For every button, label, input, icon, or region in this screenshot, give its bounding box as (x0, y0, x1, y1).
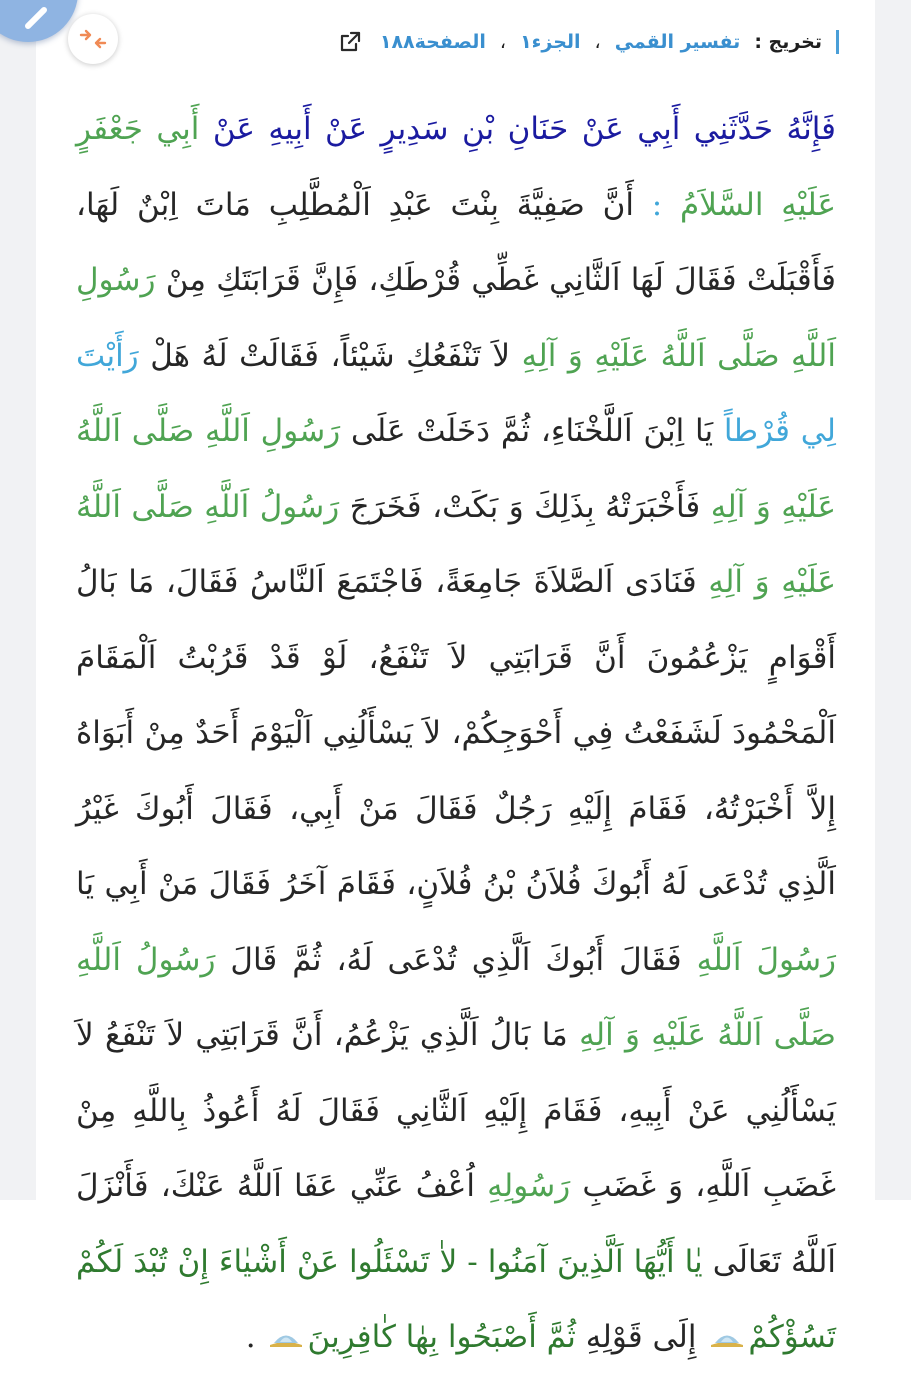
verse-ornament-icon (710, 1301, 744, 1376)
narration-text: لاَ تَنْفَعُكِ شَيْئاً، فَقَالَتْ لَهُ هَلْ (150, 337, 511, 374)
external-link-icon (338, 30, 362, 54)
source-separator: ، (499, 31, 507, 53)
prophet-mention[interactable]: رَسُولِ اَللَّهِ صَلَّى اَللَّهُ عَلَيْهِ وَ آلِهِ (76, 413, 836, 525)
narration-text: أَنَّ صَفِيَّةَ بِنْتَ عَبْدِ اَلْمُطَّلِبِ مَاتَ اِبْنٌ لَهَا، فَأَقْبَلَتْ فَقَالَ لَهَا اَلثَّانِي غَطِّي قُرْطَكِ، فَإِنَّ قَرَابَتَكِ مِنْ (76, 186, 837, 298)
right-gutter (875, 0, 911, 1200)
narration-text: مَا بَالُ اَلَّذِي يَزْعُمُ، أَنَّ قَرَابَتِي لاَ تَنْفَعُ لاَ يَسْأَلُنِي عَنْ أَبِيهِ، فَقَامَ إِلَيْهِ اَلثَّانِي فَقَالَ لَهُ أَعُوذُ بِاللَّهِ مِنْ غَضَبِ اَللَّهِ، وَ غَضَبِ (76, 1017, 836, 1204)
narration-text: فَنَادَى اَلصَّلاَةَ جَامِعَةً، فَاجْتَمَعَ اَلنَّاسُ فَقَالَ، مَا بَالُ أَقْوَامٍ يَزْعُمُونَ أَنَّ قَرَابَتِي لاَ تَنْفَعُ، لَوْ قَدْ قَرُبْتُ اَلْمَقَامَ اَلْمَحْمُودَ لَشَفَعْتُ فِي أَحْوَجِكُمْ، لاَ يَسْأَلُنِي اَلْيَوْمَ أَحَدٌ مِنْ أَبَوَاهُ إِلاَّ أَخْبَرْتُهُ، فَقَامَ إِلَيْهِ رَجُلٌ فَقَالَ مَنْ أَبِي، فَقَالَ أَبُوكَ غَيْرُ اَلَّذِي تُدْعَى لَهُ أَبُوكَ فُلاَنُ بْنُ فُلاَنٍ، فَقَامَ آخَرُ فَقَالَ مَنْ أَبِي يَا (76, 564, 836, 902)
external-link-button[interactable] (338, 30, 362, 54)
quran-verse[interactable]: ثُمَّ أَصْبَحُوا بِهٰا كٰافِرِينَ (307, 1319, 576, 1355)
source-book-link[interactable]: تفسير القمي (614, 31, 741, 53)
prophet-mention[interactable]: رَسُولُ اَللَّهِ صَلَّى اَللَّهُ عَلَيْهِ وَ آلِهِ (76, 488, 837, 600)
collapse-icon (79, 29, 107, 49)
closing-period: . (245, 1319, 266, 1355)
isnad-chain: فَإِنَّهُ حَدَّثَنِي أَبِي عَنْ حَنَانِ بْنِ سَدِيرٍ عَنْ أَبِيهِ عَنْ (212, 111, 837, 147)
narration-text: إِلَى قَوْلِهِ (585, 1319, 697, 1355)
narration-text: يَا اِبْنَ اَللَّخْنَاءِ، ثُمَّ دَخَلَتْ عَلَى (350, 413, 714, 449)
narration-text: فَقَالَ أَبُوكَ اَلَّذِي تُدْعَى لَهُ، ثُمَّ قَالَ (230, 941, 682, 978)
narration-text: اُعْفُ عَنِّي عَفَا اَللَّهُ عَنْكَ، فَأَنْزَلَ اَللَّهُ تَعَالَى (76, 1168, 836, 1280)
narration-text: فَأَخْبَرَتْهُ بِذَلِكَ وَ بَكَتْ، فَخَرَجَ (349, 488, 701, 525)
search-icon (24, 0, 60, 30)
source-label: تخريج : (754, 31, 822, 53)
quoted-phrase: رَأَيْتَ لِي قُرْطاً (76, 337, 836, 449)
collapse-button[interactable] (68, 14, 118, 64)
prophet-mention[interactable]: رَسُولِ اَللَّهِ صَلَّى اَللَّهُ عَلَيْهِ وَ آلِهِ (76, 262, 836, 374)
source-separator: ، (594, 31, 601, 53)
prophet-mention[interactable]: رَسُولُ اَللَّهِ صَلَّى اَللَّهُ عَلَيْهِ وَ آلِهِ (76, 941, 837, 1053)
left-gutter (0, 0, 36, 1200)
source-page-link[interactable]: الصفحة١٨٨ (379, 31, 486, 53)
source-accent-bar (836, 30, 839, 54)
source-part-link[interactable]: الجزء١ (520, 31, 581, 53)
imam-name[interactable]: أَبِي جَعْفَرٍ عَلَيْهِ السَّلاَمُ (76, 111, 836, 223)
verse-ornament-icon (269, 1301, 303, 1376)
prophet-mention[interactable]: رَسُولِهِ (487, 1168, 571, 1204)
hadith-text (76, 92, 836, 1376)
source-reference (338, 22, 839, 62)
prophet-mention[interactable]: رَسُولَ اَللَّهِ (696, 941, 837, 978)
quran-verse[interactable]: يٰا أَيُّهَا اَلَّذِينَ آمَنُوا - لاٰ تَسْئَلُوا عَنْ أَشْيٰاءَ إِنْ تُبْدَ لَكُمْ تَسُؤْكُمْ (76, 1243, 836, 1355)
colon: : (633, 186, 681, 223)
